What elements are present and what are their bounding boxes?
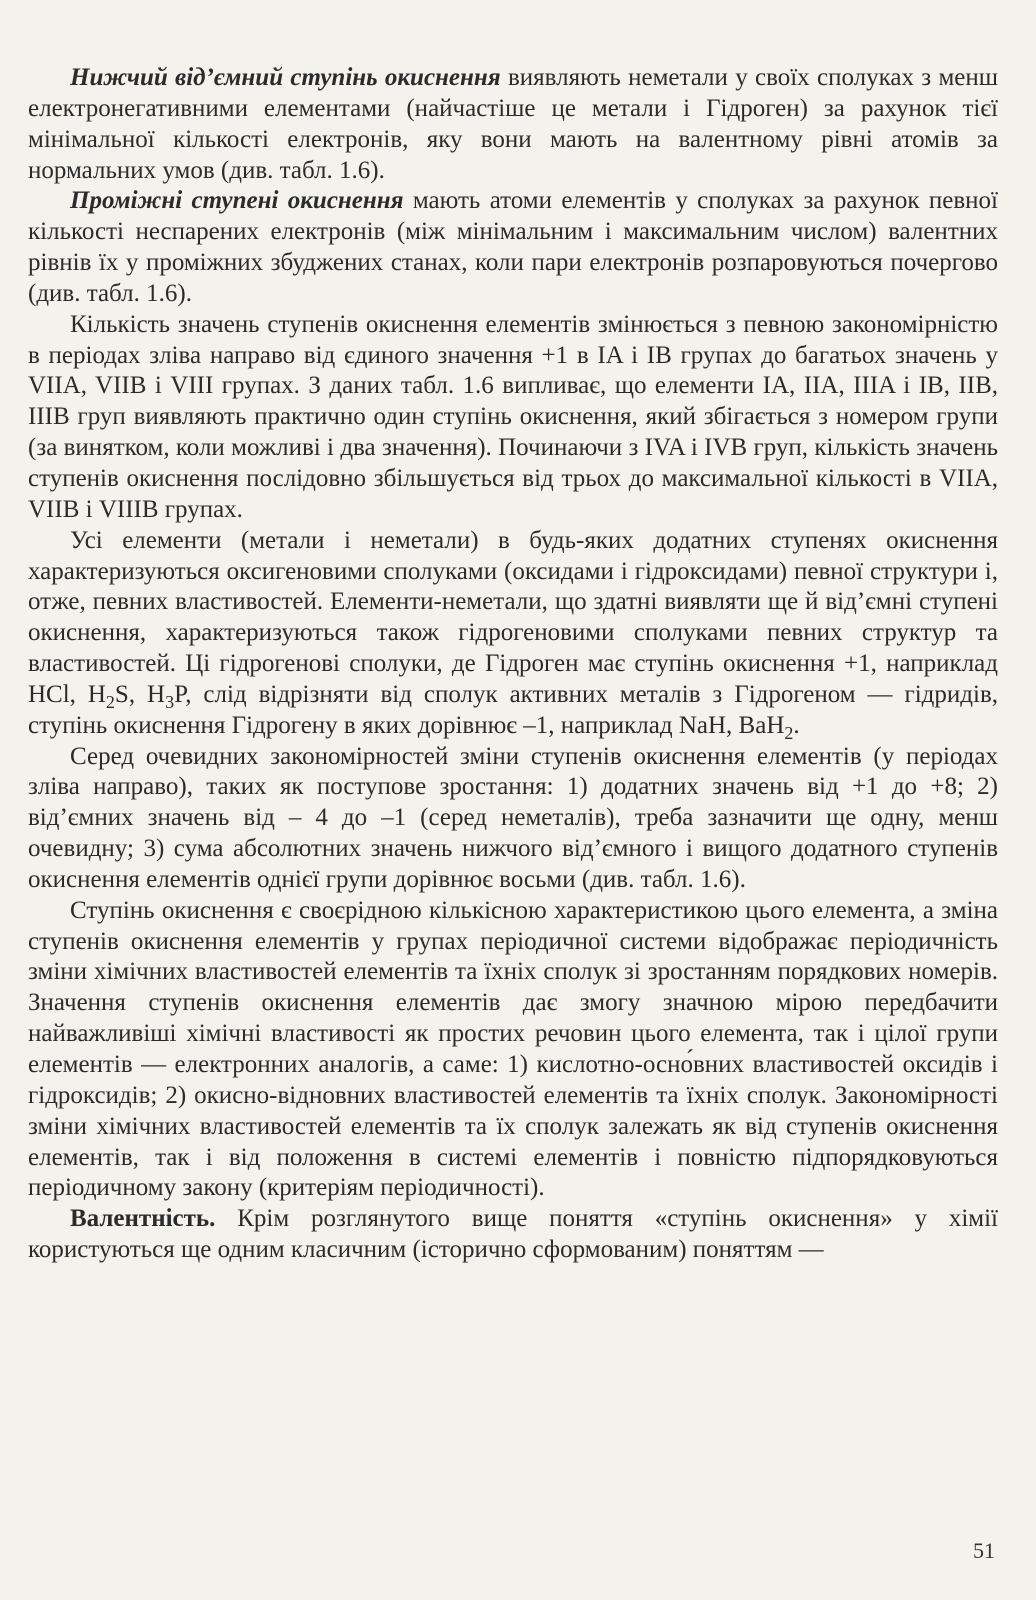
page-number: 51 [973, 1538, 995, 1563]
paragraph-text: . [793, 711, 800, 739]
paragraph-text: Крім розглянутого вище поняття «ступінь окиснення» у хімії користуються ще одним класичним (історично сформованим) поняттям — [28, 1205, 998, 1264]
paragraph [28, 310, 998, 526]
paragraph [28, 186, 998, 309]
term-lower-negative-oxidation-state: Нижчий від’ємний ступінь окиснення [70, 64, 501, 91]
paragraph [28, 63, 998, 186]
formula-text: S, H [114, 680, 166, 708]
formula-subscript: 2 [105, 691, 115, 712]
paragraph-text: Кількість значень ступенів окиснення елементів змінюється з певною закономірністю в періодах зліва направо від єдиного значення +1 в IA і IB групах до багатьох значень у VIIA, VIIB і VIII групах. З даних табл. 1.6 випливає, що елементи IA, IIA, IIIA і IB, IIB, IIIB груп виявляють практично один ступінь окиснення, який збігається з номером групи (за винятком, коли можливі і два значення). Починаючи з IVA і IVB груп, кількість значень ступенів окиснення послідовно збільшується від трьох до максимальної кількості в VIIA, VIIB і VIIIB групах. [28, 310, 998, 523]
paragraph [28, 1204, 998, 1266]
paragraph-text: виявляють неметали у своїх сполуках з менш електронегативними елементами (найчастіше це метали і Гідроген) за рахунок тієї мінімальної кількості електронів, яку вони мають на валентному рівні атомів за нормальних умов (див. табл. 1.6). [28, 64, 998, 184]
page-body-text [28, 63, 998, 1266]
formula-subscript: 3 [165, 691, 175, 712]
paragraph [28, 526, 998, 742]
paragraph-text: Усі елементи (метали і неметали) в будь-яких додатних ступенях окиснення характеризуються оксигеновими сполуками (оксидами і гідроксидами) певної структури і, отже, певних властивостей. Елементи-неметали, що здатні виявляти ще й від’ємні ступені окиснення, характеризуються також гідрогеновими сполуками певних структур та властивостей. Ці гідрогенові сполуки, де Гідроген має ступінь окиснення +1, наприклад [28, 526, 998, 678]
paragraph [28, 742, 998, 896]
paragraph-text: P, слід відрізняти від сполук активних металів з Гідрогеном — гідридів, ступінь окиснення Гідрогену в яких дорівнює –1, наприклад NaH, BaH [28, 680, 998, 739]
formula-text: HCl, H [28, 680, 106, 708]
paragraph-text: мають атоми елементів у сполуках за рахунок певної кількості неспарених електронів (між мінімальним і максимальним числом) валентних рівнів їх у проміжних збуджених станах, коли пари електронів розпаровуються почергово (див. табл. 1.6). [28, 187, 998, 307]
formula-subscript: 2 [784, 722, 794, 743]
term-intermediate-oxidation-states: Проміжні ступені окиснення [70, 187, 404, 215]
paragraph-text: Ступінь окиснення є своєрідною кількісною характеристикою цього елемента, а зміна ступенів окиснення елементів у групах періодичної системи відображає періодичність зміни хімічних властивостей елементів та їхніх сполук зі зростанням порядкових номерів. Значення ступенів окиснення елементів дає змогу значною мірою передбачити найважливіші хімічні властивості як простих речовин цього елемента, так і цілої групи елементів — електронних аналогів, а саме: 1) кислотно-осно́вних властивостей оксидів і гідроксидів; 2) окисно-відновних властивостей елементів та їхніх сполук. Закономірності зміни хімічних властивостей елементів та їх сполук залежать як від ступенів окиснення елементів, так і від положення в системі елементів і повністю підпорядковуються періодичному закону (критеріям періодичності). [28, 896, 998, 1202]
paragraph-text: Серед очевидних закономірностей зміни ступенів окиснення елементів (у періодах зліва направо), таких як поступове зростання: 1) додатних значень від +1 до +8; 2) від’ємних значень від – 4 до –1 (серед неметалів), треба зазначити ще одну, менш очевидну; 3) сума абсолютних значень нижчого від’ємного і вищого додатного ступенів окиснення елементів однієї групи дорівнює восьми (див. табл. 1.6). [28, 742, 998, 893]
term-valence: Валентність. [70, 1205, 216, 1233]
paragraph [28, 896, 998, 1204]
